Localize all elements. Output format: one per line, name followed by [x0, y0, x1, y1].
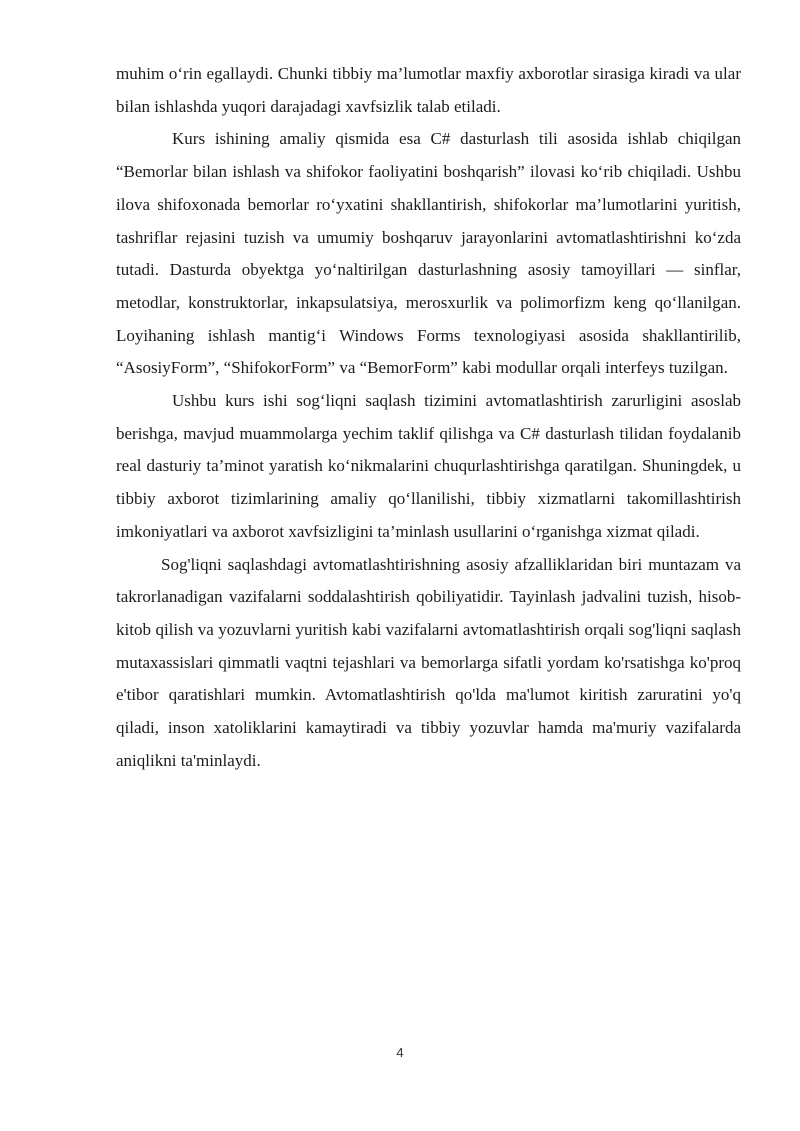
paragraph-practical-part: Kurs ishining amaliy qismida esa C# dasturlash tili asosida ishlab chiqilgan “Bemorlar bilan ishlash va shifokor faoliyatini boshqarish” ilovasi ko‘rib chiqiladi. Ushbu ilova shifoxonada bemorlar ro‘yxatini shakllantirish, shifokorlar ma’lumotlarini yuritish, tashriflar rejasini tuzish va umumiy boshqaruv jarayonlarini avtomatlashtirishni ko‘zda tutadi. Dasturda obyektga yo‘naltirilgan dasturlashning asosiy tamoyillari — sinflar, metodlar, konstruktorlar, inkapsulatsiya, merosxurlik va polimorfizm keng qo‘llanilgan. Loyihaning ishlash mantig‘i Windows Forms texnologiyasi asosida shakllantirilib, “AsosiyForm”, “ShifokorForm” va “BemorForm” kabi modullar orqali interfeys tuzilgan. [116, 129, 741, 378]
paragraph-continuation: muhim o‘rin egallaydi. Chunki tibbiy ma’lumotlar maxfiy axborotlar sirasiga kiradi va ular bilan ishlashda yuqori darajadagi xavfsizlik talab etiladi. [116, 64, 741, 116]
paragraph-automation-benefits: Sog'liqni saqlashdagi avtomatlashtirishning asosiy afzalliklaridan biri muntazam va takrorlanadigan vazifalarni soddalashtirish qobiliyatidir. Tayinlash jadvalini tuzish, hisob-kitob qilish va yozuvlarni yuritish kabi vazifalarni avtomatlashtirish orqali sog'liqni saqlash mutaxassislari qimmatli vaqtni tejashlari va bemorlarga sifatli yordam ko'rsatishga ko'proq e'tibor qaratishlari mumkin. Avtomatlashtirish qo'lda ma'lumot kiritish zaruratini yo'q qiladi, inson xatoliklarini kamaytiradi va tibbiy yozuvlar hamda ma'muriy vazifalarda aniqlikni ta'minlaydi. [116, 554, 741, 770]
page-number: 4 [396, 1045, 404, 1060]
body-text [116, 58, 741, 777]
paragraph-course-goal: Ushbu kurs ishi sog‘liqni saqlash tizimini avtomatlashtirish zarurligini asoslab berishga, mavjud muammolarga yechim taklif qilishga va C# dasturlash tilidan foydalanib real dasturiy ta’minot yaratish ko‘nikmalarini chuqurlashtirishga qaratilgan. Shuningdek, u tibbiy axborot tizimlarining amaliy qo‘llanilishi, tibbiy xizmatlarni takomillashtirish imkoniyatlari va axborot xavfsizligini ta’minlash usullarini o‘rganishga xizmat qiladi. [116, 391, 741, 541]
